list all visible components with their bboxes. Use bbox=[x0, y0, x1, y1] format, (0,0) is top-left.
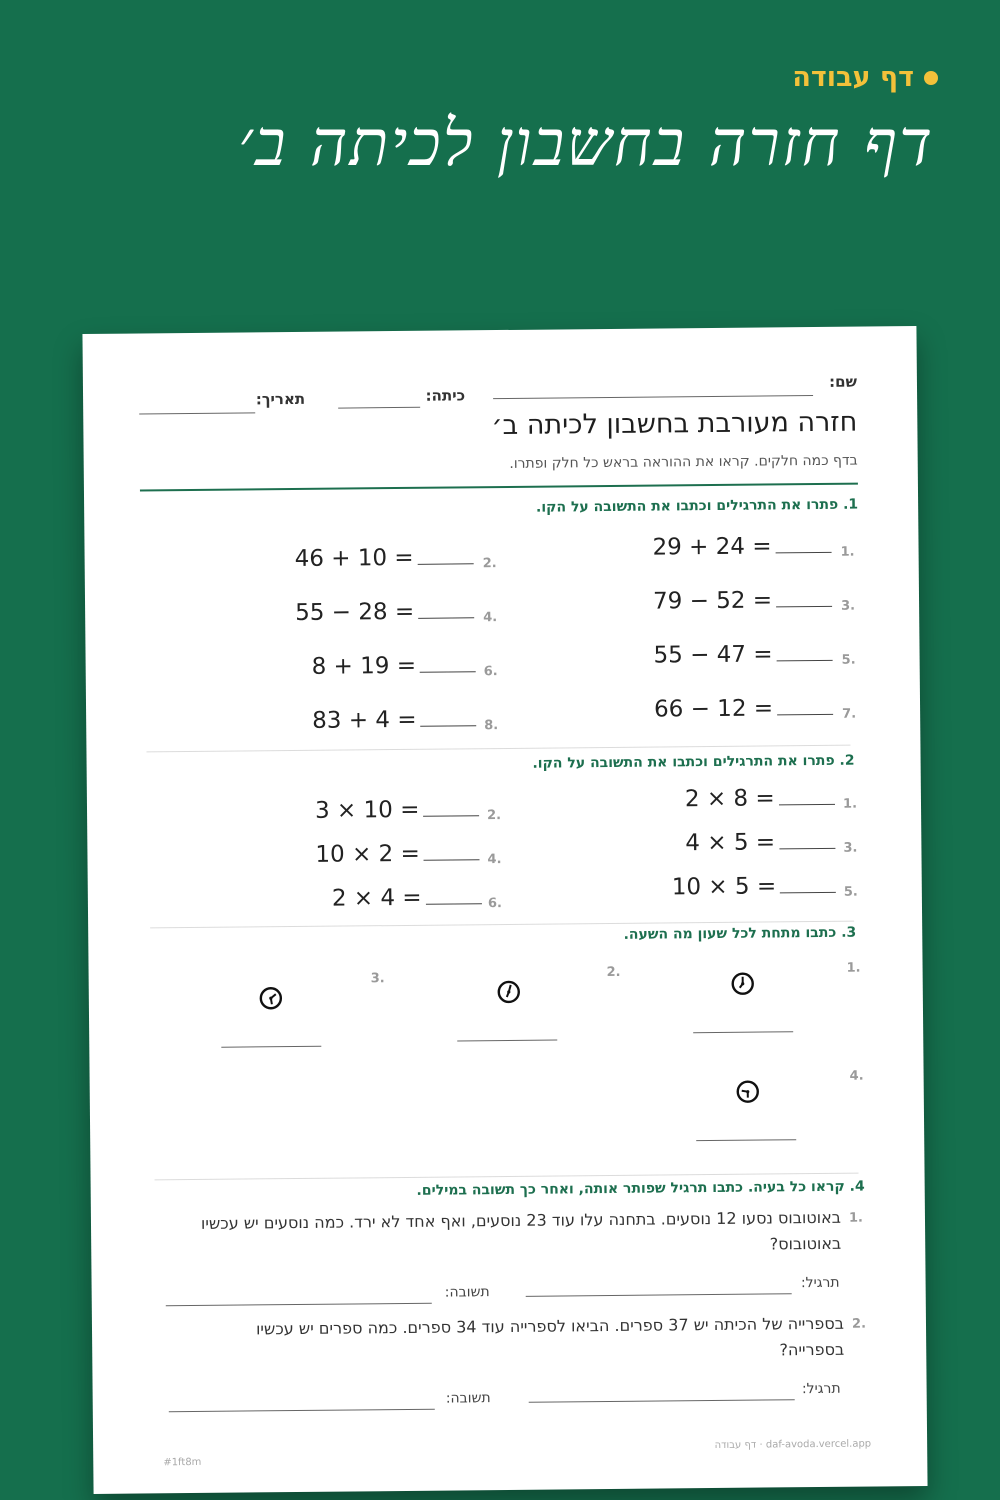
word-problem-text: באוטובוס נסעו 12 נוסעים. בתחנה עלו עוד 23 נוסעים, ואף אחד לא ירד. כמה נוסעים יש עכשיו באוטובוס? bbox=[200, 1207, 842, 1254]
s1-item-number: 2. bbox=[482, 556, 497, 572]
name-line[interactable] bbox=[493, 395, 813, 399]
word-problem-text: בספרייה של הכיתה יש 37 ספרים. הביאו לספרייה עוד 34 ספרים. כמה ספרים יש עכשיו בספרייה? bbox=[255, 1313, 845, 1359]
expression-text: 29 + 24 = bbox=[652, 533, 772, 561]
exercise-answer-line[interactable] bbox=[526, 1293, 792, 1297]
s1-item-expression bbox=[312, 706, 477, 734]
s2-item-number: 5. bbox=[843, 884, 858, 900]
s2-item-number: 3. bbox=[843, 840, 858, 856]
page-title: דף חזרה בחשבון לכיתה ב׳ bbox=[238, 107, 934, 181]
footer-id: #1ft8m bbox=[163, 1456, 202, 1469]
clock-number: 3. bbox=[370, 971, 385, 987]
brand bbox=[792, 62, 938, 93]
s2-item-expression bbox=[315, 796, 480, 824]
expression-text: 66 − 12 = bbox=[653, 695, 774, 723]
s2-item-number: 4. bbox=[487, 852, 502, 868]
answer-blank[interactable] bbox=[420, 709, 476, 727]
exercise-label: תרגיל: bbox=[801, 1380, 841, 1398]
expression-text: 79 − 52 = bbox=[652, 587, 773, 615]
clock-number: 2. bbox=[606, 964, 621, 981]
expression-text: 83 + 4 = bbox=[312, 706, 417, 734]
answer-label: תשובה: bbox=[445, 1390, 491, 1407]
s1-item-number: 8. bbox=[484, 718, 499, 734]
clock-icon bbox=[497, 980, 521, 1004]
s2-item-expression bbox=[332, 884, 482, 911]
answer-blank[interactable] bbox=[418, 547, 474, 565]
expression-text: 10 × 2 = bbox=[315, 840, 420, 868]
s1-item-expression bbox=[653, 641, 832, 669]
title-divider bbox=[140, 483, 858, 492]
s1-item-expression bbox=[654, 695, 833, 723]
answer-blank[interactable] bbox=[418, 601, 474, 619]
clock-answer-line[interactable] bbox=[693, 1031, 793, 1033]
answer-blank[interactable] bbox=[777, 698, 833, 716]
problem-number: 1. bbox=[848, 1210, 864, 1226]
s1-item-number: 5. bbox=[841, 652, 856, 668]
clock-icon bbox=[731, 972, 755, 996]
expression-text: 46 + 10 = bbox=[294, 544, 414, 573]
expression-text: 4 × 5 = bbox=[685, 829, 776, 857]
s1-item-expression bbox=[295, 598, 474, 626]
s2-item-number: 6. bbox=[487, 896, 502, 912]
class-label: כיתה: bbox=[425, 386, 466, 405]
s2-item-expression bbox=[672, 873, 837, 901]
clock-icon bbox=[736, 1080, 760, 1104]
problem-number: 2. bbox=[851, 1316, 867, 1332]
s1-item-number: 6. bbox=[483, 664, 498, 680]
s1-item-expression bbox=[652, 533, 831, 561]
s1-item-number: 3. bbox=[841, 598, 856, 614]
expression-text: 3 × 10 = bbox=[314, 796, 420, 824]
clock-number: 4. bbox=[849, 1068, 864, 1084]
answer-blank[interactable] bbox=[420, 655, 476, 673]
answer-blank[interactable] bbox=[424, 843, 480, 861]
answer-blank[interactable] bbox=[779, 832, 835, 850]
s2-item-expression bbox=[315, 840, 480, 868]
worksheet-intro: בדף כמה חלקים. קראו את ההוראה בראש כל חלק ופתרו. bbox=[509, 452, 858, 472]
clock-number: 1. bbox=[846, 960, 861, 976]
worksheet-paper bbox=[82, 326, 927, 1494]
section-3-heading: 3. כתבו מתחת לכל שעון מה השעה. bbox=[623, 924, 857, 943]
s2-item-number: 1. bbox=[842, 796, 858, 812]
brand-label: דף עבודה bbox=[792, 62, 914, 93]
section-1-heading: 1. פתרו את התרגילים וכתבו את התשובה על הקו. bbox=[535, 496, 859, 516]
answer-blank[interactable] bbox=[776, 644, 832, 662]
answer-blank[interactable] bbox=[780, 876, 836, 894]
expression-text: 55 − 47 = bbox=[653, 641, 773, 669]
expression-text: 55 − 28 = bbox=[295, 598, 415, 627]
s2-item-number: 2. bbox=[487, 808, 502, 824]
s1-item-number: 4. bbox=[483, 610, 498, 626]
worksheet-title: חזרה מעורבת בחשבון לכיתה ב׳ bbox=[491, 406, 858, 442]
expression-text: 8 + 19 = bbox=[311, 652, 417, 680]
clock-answer-line[interactable] bbox=[221, 1046, 321, 1048]
answer-blank[interactable] bbox=[426, 887, 482, 905]
clock-answer-line[interactable] bbox=[696, 1139, 796, 1141]
section-4-heading: 4. קראו כל בעיה. כתבו תרגיל שפותר אותה, ואחר כך תשובה במילים. bbox=[416, 1178, 865, 1199]
section-2-heading: 2. פתרו את התרגילים וכתבו את התשובה על הקו. bbox=[532, 752, 855, 772]
s2-item-expression bbox=[685, 829, 835, 856]
answer-blank[interactable] bbox=[775, 536, 831, 554]
class-line[interactable] bbox=[338, 407, 420, 409]
exercise-label: תרגיל: bbox=[800, 1274, 840, 1292]
clock-icon bbox=[259, 986, 283, 1010]
name-label: שם: bbox=[829, 372, 858, 391]
clock-answer-line[interactable] bbox=[457, 1040, 557, 1042]
word-answer-line[interactable] bbox=[169, 1409, 435, 1413]
expression-text: 2 × 4 = bbox=[331, 884, 422, 912]
word-answer-line[interactable] bbox=[166, 1303, 432, 1307]
expression-text: 2 × 8 = bbox=[684, 785, 775, 813]
s1-item-number: 1. bbox=[840, 544, 855, 560]
answer-blank[interactable] bbox=[779, 788, 835, 806]
answer-blank[interactable] bbox=[776, 590, 832, 608]
s2-item-expression bbox=[685, 785, 835, 812]
answer-blank[interactable] bbox=[423, 799, 479, 817]
date-label: תאריך: bbox=[255, 389, 306, 409]
answer-label: תשובה: bbox=[444, 1284, 490, 1301]
footer-site: daf-avoda.vercel.app · דף עבודה bbox=[714, 1438, 872, 1452]
bullet-dot-icon bbox=[924, 71, 938, 85]
date-line[interactable] bbox=[139, 412, 255, 414]
s1-item-expression bbox=[653, 587, 832, 615]
s1-item-expression bbox=[312, 652, 477, 680]
section-divider bbox=[146, 745, 850, 753]
exercise-answer-line[interactable] bbox=[529, 1399, 795, 1403]
s1-item-number: 7. bbox=[842, 706, 857, 722]
expression-text: 10 × 5 = bbox=[671, 873, 777, 901]
s1-item-expression bbox=[294, 544, 473, 572]
